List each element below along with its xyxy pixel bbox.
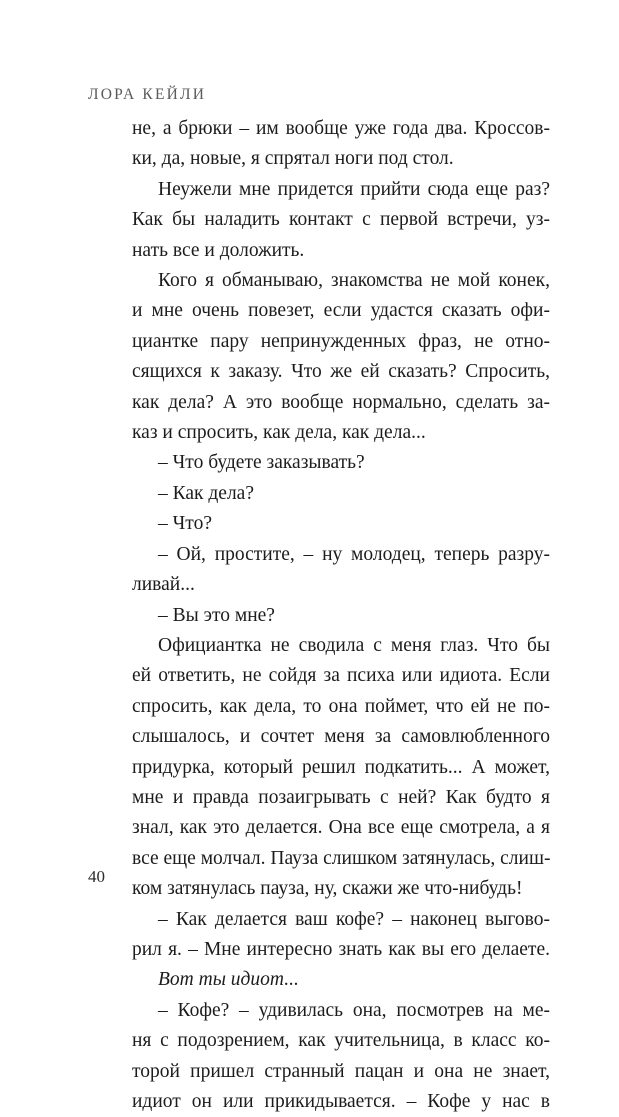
text-line: – Вы это мне? xyxy=(158,604,275,626)
body-text xyxy=(132,114,550,1117)
text-line: каз и спросить, как дела, как дела... xyxy=(132,422,426,444)
text-line: идиот он или прикидывается. – Кофе у нас в xyxy=(132,1091,550,1112)
text-line: Официантка не сводила с меня глаз. Что бы xyxy=(158,634,550,656)
text-line: нать все и доложить. xyxy=(132,239,305,261)
text-line: мне и правда позаигрывать с ней? Как будто я xyxy=(132,786,550,808)
text-line: – Что будете заказывать? xyxy=(158,452,365,474)
text-line: – Что? xyxy=(158,513,212,535)
text-line: придурка, который решил подкатить... А может, xyxy=(132,756,550,778)
text-line: Вот ты идиот... xyxy=(158,969,299,991)
text-line: и мне очень повезет, если удастся сказать офи- xyxy=(132,300,550,322)
text-line: ня с подозрением, как учительница, в класс ко- xyxy=(132,1030,550,1052)
page-number: 40 xyxy=(88,867,105,886)
text-line: ливай... xyxy=(132,574,195,596)
text-line: как дела? А это вообще нормально, сделать за- xyxy=(132,391,550,413)
text-line: – Как дела? xyxy=(158,482,254,504)
text-line: сящихся к заказу. Что же ей сказать? Спросить, xyxy=(132,361,550,383)
text-line: Как бы наладить контакт с первой встречи, уз- xyxy=(132,209,550,231)
text-line: ки, да, новые, я спрятал ноги под стол. xyxy=(132,148,454,170)
text-line: – Как делается ваш кофе? – наконец выгово- xyxy=(158,908,550,930)
text-line: ей ответить, не сойдя за психа или идиота. Если xyxy=(132,665,550,687)
text-line: спросить, как дела, то она поймет, что ей не по- xyxy=(132,695,550,717)
text-line: не, а брюки – им вообще уже года два. Кроссов- xyxy=(132,118,550,139)
text-line: циантке пару непринужденных фраз, не отно- xyxy=(132,330,550,352)
text-line: слышалось, и сочтет меня за самовлюбленного xyxy=(132,726,550,748)
text-line: знал, как это делается. Она все еще смотрела, а я xyxy=(132,817,550,839)
text-line: ком затянулась пауза, ну, скажи же что-нибудь! xyxy=(132,878,523,900)
text-line: все еще молчал. Пауза слишком затянулась, слиш- xyxy=(132,847,551,869)
text-line: Неужели мне придется прийти сюда еще раз? xyxy=(158,178,550,200)
running-head: ЛОРА КЕЙЛИ xyxy=(88,86,207,103)
text-line: – Ой, простите, – ну молодец, теперь разру- xyxy=(158,543,550,565)
text-line: рил я. – Мне интересно знать как вы его делаете. xyxy=(132,938,550,960)
text-line: торой пришел странный пацан и она не знает, xyxy=(132,1060,550,1082)
text-line: Кого я обманываю, знакомства не мой конек, xyxy=(158,270,550,292)
text-line: – Кофе? – удивилась она, посмотрев на ме- xyxy=(158,999,550,1021)
